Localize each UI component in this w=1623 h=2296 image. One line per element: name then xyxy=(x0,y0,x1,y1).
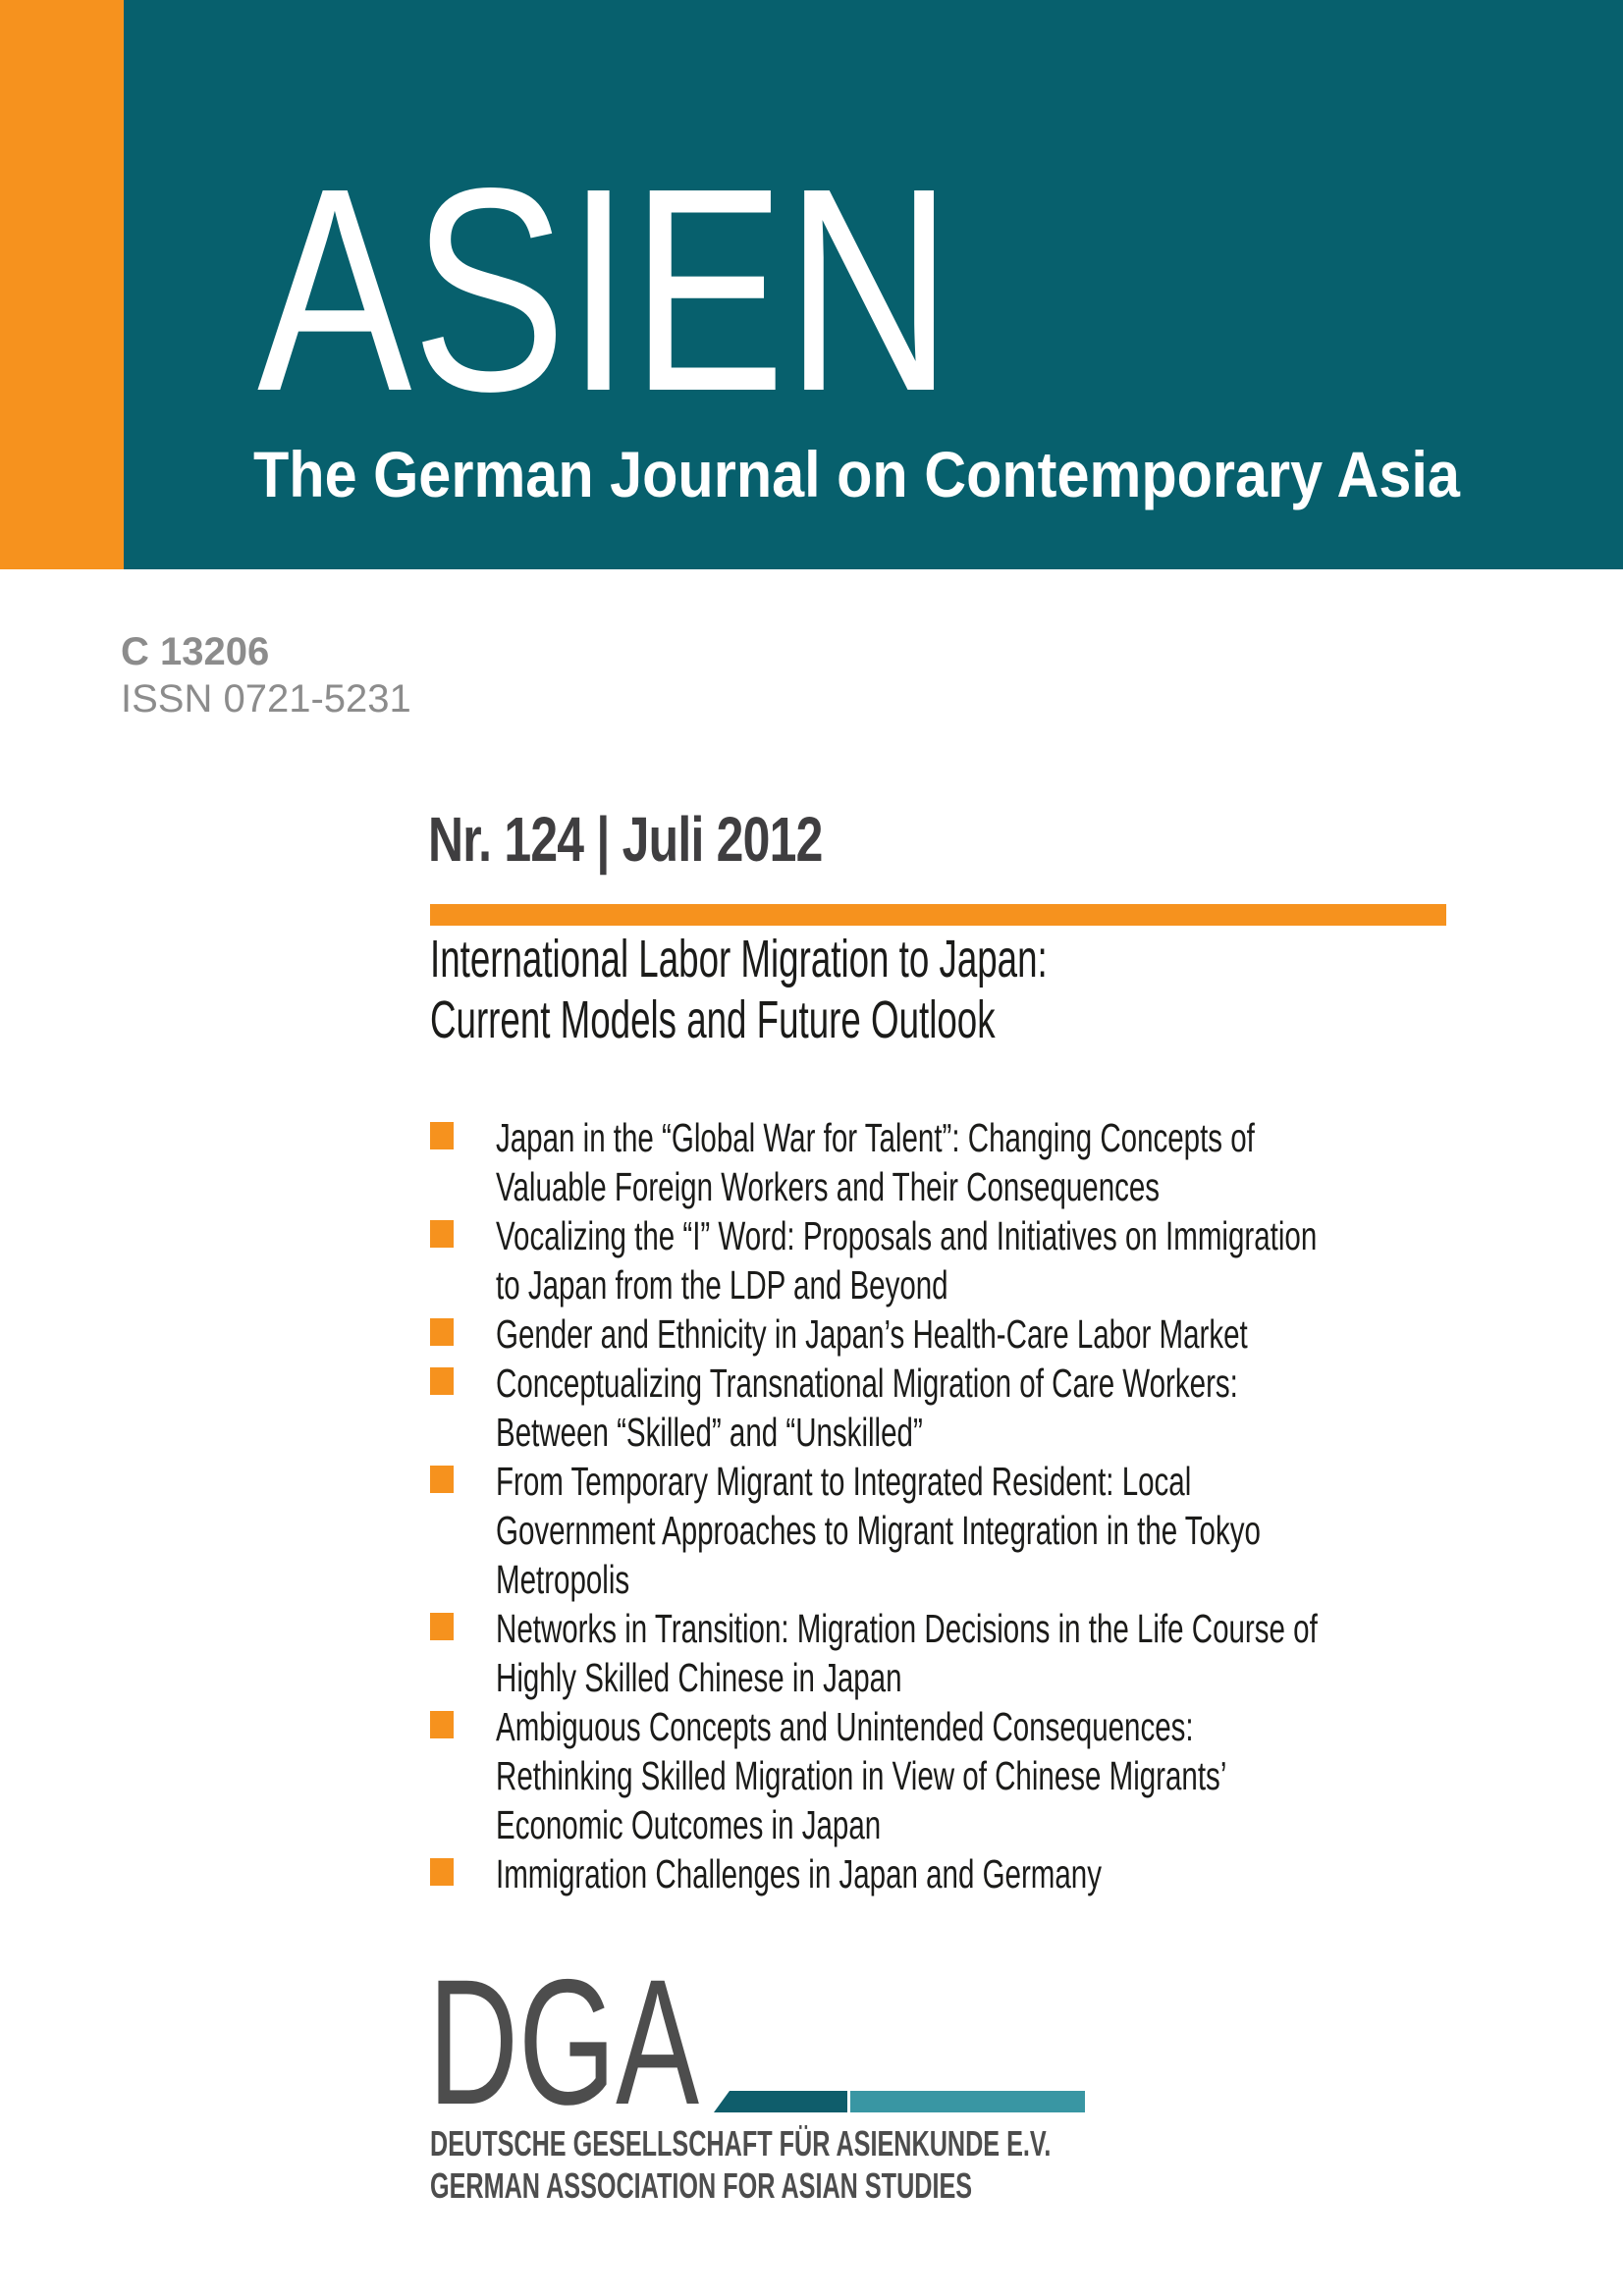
issn-number: ISSN 0721-5231 xyxy=(121,677,411,721)
contents-item-line: Economic Outcomes in Japan xyxy=(496,1802,882,1847)
contents-item-line: Immigration Challenges in Japan and Germany xyxy=(496,1851,1102,1896)
contents-item-line: Between “Skilled” and “Unskilled” xyxy=(496,1410,923,1455)
contents-item-line: Rethinking Skilled Migration in View of Chinese Migrants’ xyxy=(496,1753,1227,1798)
contents-item xyxy=(430,1457,1510,1604)
issue-label: Nr. 124 | Juli 2012 xyxy=(428,804,823,875)
bullet-square-icon xyxy=(430,1122,454,1149)
journal-title: ASIEN xyxy=(257,128,953,452)
contents-item-line: to Japan from the LDP and Beyond xyxy=(496,1262,948,1308)
contents-item xyxy=(430,1113,1510,1211)
meta-block xyxy=(121,628,411,722)
publisher-name-en: GERMAN ASSOCIATION FOR ASIAN STUDIES xyxy=(430,2165,973,2206)
bullet-square-icon xyxy=(430,1613,454,1640)
cover-title-line-1 xyxy=(430,929,1338,989)
cover-title-line-2 xyxy=(430,989,1338,1050)
item-lines xyxy=(496,1211,1623,1309)
dga-wordmark: DGA xyxy=(428,1942,700,2142)
dga-bar-light xyxy=(850,2091,1085,2112)
contents-item xyxy=(430,1702,1510,1849)
print-code: C 13206 xyxy=(121,630,270,673)
item-lines xyxy=(496,1702,1511,1849)
contents-item-line: Conceptualizing Transnational Migration of Care Workers: xyxy=(496,1361,1238,1406)
contents-item xyxy=(430,1211,1510,1309)
contents-item-line: From Temporary Migrant to Integrated Resident: Local xyxy=(496,1459,1192,1504)
cover-title-text-2: Current Models and Future Outlook xyxy=(430,990,996,1049)
bullet-square-icon xyxy=(430,1858,454,1886)
contents-item xyxy=(430,1309,1510,1359)
item-lines xyxy=(496,1309,1541,1359)
contents-item-line: Valuable Foreign Workers and Their Consequences xyxy=(496,1164,1161,1209)
contents-item xyxy=(430,1359,1510,1457)
bullet-square-icon xyxy=(430,1711,454,1738)
journal-subtitle: The German Journal on Contemporary Asia xyxy=(253,438,1460,510)
item-lines xyxy=(496,1604,1623,1702)
left-accent-stripe xyxy=(0,0,124,569)
dga-bar-dark xyxy=(714,2091,847,2112)
contents-item-line: Metropolis xyxy=(496,1557,630,1602)
contents-item-line: Japan in the “Global War for Talent”: Changing Concepts of xyxy=(496,1115,1255,1160)
contents-item-line: Gender and Ethnicity in Japan’s Health-Care Labor Market xyxy=(496,1311,1248,1357)
item-lines xyxy=(496,1113,1549,1211)
title-rule xyxy=(430,904,1446,926)
item-lines xyxy=(496,1359,1527,1457)
item-lines xyxy=(496,1849,1337,1898)
bullet-square-icon xyxy=(430,1318,454,1346)
item-lines xyxy=(496,1457,1558,1604)
contents-item-line: Vocalizing the “I” Word: Proposals and Initiatives on Immigration xyxy=(496,1213,1318,1258)
contents-item-line: Highly Skilled Chinese in Japan xyxy=(496,1655,902,1700)
bullet-square-icon xyxy=(430,1466,454,1493)
contents-item-line: Government Approaches to Migrant Integration in the Tokyo xyxy=(496,1508,1261,1553)
cover-title-text-1: International Labor Migration to Japan: xyxy=(430,930,1048,988)
contents-item xyxy=(430,1849,1510,1898)
bullet-square-icon xyxy=(430,1220,454,1248)
publisher-name-de: DEUTSCHE GESELLSCHAFT FÜR ASIENKUNDE E.V. xyxy=(430,2123,1052,2163)
contents-item-line: Ambiguous Concepts and Unintended Consequences: xyxy=(496,1704,1194,1749)
contents-item-line: Networks in Transition: Migration Decisions in the Life Course of xyxy=(496,1606,1318,1651)
contents-list xyxy=(430,1113,1510,1898)
bullet-square-icon xyxy=(430,1367,454,1395)
contents-item xyxy=(430,1604,1510,1702)
cover-title xyxy=(430,929,1338,1050)
